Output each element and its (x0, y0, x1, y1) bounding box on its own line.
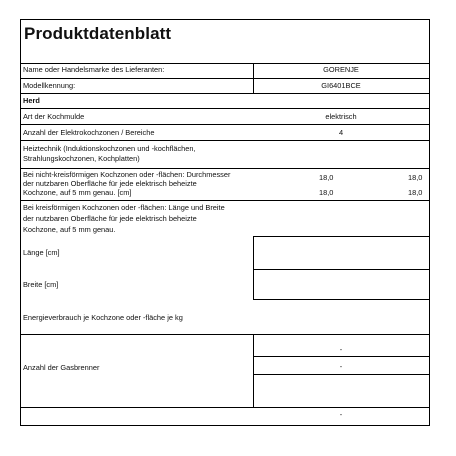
divider (253, 269, 429, 270)
divider (21, 140, 429, 141)
diameter-value: 18,0 (319, 188, 334, 197)
section-heading: Herd (23, 96, 40, 105)
divider (21, 168, 429, 169)
column-divider (253, 236, 254, 299)
product-data-sheet (20, 19, 430, 426)
divider (21, 334, 429, 335)
diameter-label-line: Kochzone, auf 5 mm genau. [cm] (23, 188, 132, 197)
energy-value: - (339, 345, 343, 354)
divider (253, 374, 429, 375)
len-width-label-line: Kochzone, auf 5 mm genau. (23, 225, 116, 234)
divider (21, 78, 429, 79)
diameter-value: 18,0 (319, 173, 334, 182)
diameter-value: 18,0 (408, 173, 423, 182)
zone-count-label: Anzahl der Elektrokochzonen / Bereiche (23, 128, 155, 137)
hob-type-label: Art der Kochmulde (23, 112, 85, 121)
hob-type-value: elektrisch (325, 112, 357, 121)
divider (21, 63, 429, 64)
divider (253, 299, 429, 300)
divider (21, 93, 429, 94)
diameter-label-line: der nutzbaren Oberfläche für jede elektrisch beheizte (23, 179, 197, 188)
heat-tech-label-line: Strahlungskochzonen, Kochplatten) (23, 154, 140, 163)
len-width-label-line: der nutzbaren Oberfläche für jede elektrisch beheizte (23, 214, 197, 223)
page-title: Produktdatenblatt (24, 24, 172, 43)
divider (253, 356, 429, 357)
len-width-label-line: Bei kreisförmigen Kochzonen oder -flächen: Länge und Breite (23, 203, 225, 212)
gas-burner-label: Anzahl der Gasbrenner (23, 363, 100, 372)
heat-tech-label-line: Heiztechnik (Induktionskochzonen und -kochflächen, (23, 144, 196, 153)
divider (21, 124, 429, 125)
zone-count-value: 4 (338, 128, 344, 137)
model-label: Modellkennung: (23, 81, 76, 90)
divider (21, 200, 429, 201)
energy-label: Energieverbrauch je Kochzone oder -fläche je kg (23, 313, 183, 322)
diameter-label-line: Bei nicht-kreisförmigen Kochzonen oder -flächen: Durchmesser (23, 170, 231, 179)
supplier-label: Name oder Handelsmarke des Lieferanten: (23, 65, 165, 74)
model-value: GI6401BCE (321, 81, 361, 90)
gas-burner-value: - (339, 362, 343, 371)
width-label: Breite [cm] (23, 280, 59, 289)
divider (21, 108, 429, 109)
length-label: Länge [cm] (23, 248, 60, 257)
last-row-value: - (339, 410, 343, 419)
supplier-value: GORENJE (323, 65, 359, 74)
diameter-value: 18,0 (408, 188, 423, 197)
divider (21, 407, 429, 408)
divider (253, 236, 429, 237)
